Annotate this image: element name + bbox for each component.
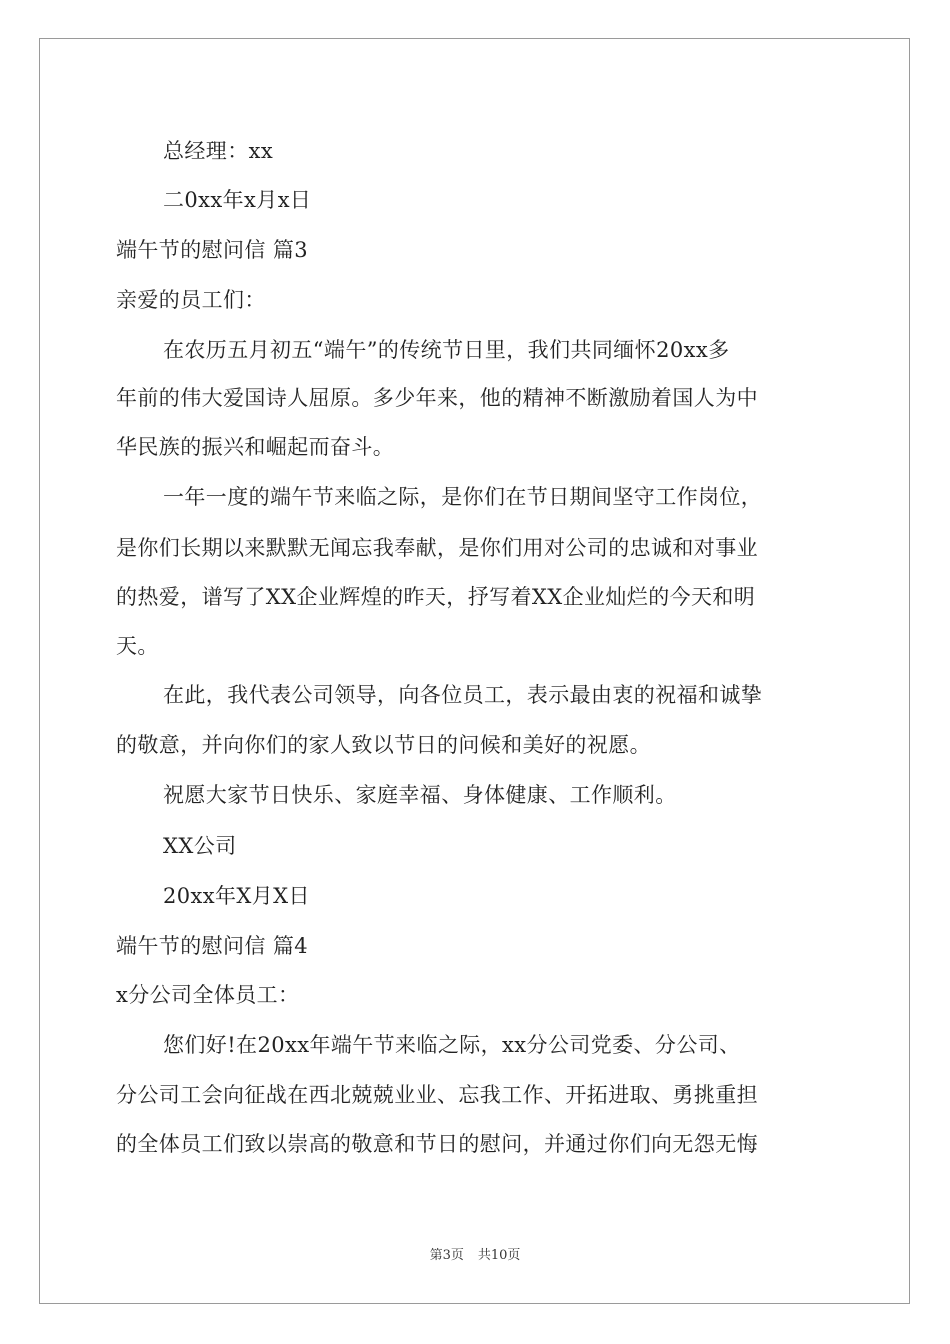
paragraph-line: 您们好!在20xx年端午节来临之际，xx分公司党委、分公司、 [163,1033,741,1057]
signature-date: 二0xx年x月x日 [163,188,312,212]
page-footer [0,1247,950,1265]
paragraph-line: 在此，我代表公司领导，向各位员工，表示最由衷的祝福和诚挚 [163,683,763,707]
page-border [39,38,910,1304]
section-heading-3: 端午节的慰问信 篇3 [116,238,309,262]
paragraph-line: 一年一度的端午节来临之际，是你们在节日期间坚守工作岗位， [163,485,763,509]
signature-date: 20xx年X月X日 [163,884,310,908]
paragraph-line: 天。 [116,634,159,658]
paragraph-line: 祝愿大家节日快乐、家庭幸福、身体健康、工作顺利。 [163,783,677,807]
paragraph-line: 是你们长期以来默默无闻忘我奉献，是你们用对公司的忠诚和对事业 [116,536,758,560]
paragraph-line: 的全体员工们致以崇高的敬意和节日的慰问，并通过你们向无怨无悔 [116,1132,758,1156]
page-total: 共10页 [477,1248,521,1263]
salutation: x分公司全体员工： [116,983,300,1007]
signature-title: 总经理：xx [163,139,274,163]
paragraph-line: 在农历五月初五“端午”的传统节日里，我们共同缅怀20xx多 [163,338,730,362]
paragraph-line: 的热爱，谱写了XX企业辉煌的昨天，抒写着XX企业灿烂的今天和明 [116,585,756,609]
paragraph-line: 的敬意，并向你们的家人致以节日的问候和美好的祝愿。 [116,733,651,757]
page-number: 第3页 [429,1248,464,1263]
paragraph-line: 分公司工会向征战在西北兢兢业业、忘我工作、开拓进取、勇挑重担 [116,1083,758,1107]
section-heading-4: 端午节的慰问信 篇4 [116,934,309,958]
signature-company: XX公司 [163,834,237,858]
paragraph-line: 华民族的振兴和崛起而奋斗。 [116,435,395,459]
paragraph-line: 年前的伟大爱国诗人屈原。多少年来，他的精神不断激励着国人为中 [116,386,758,410]
salutation: 亲爱的员工们： [116,288,266,312]
